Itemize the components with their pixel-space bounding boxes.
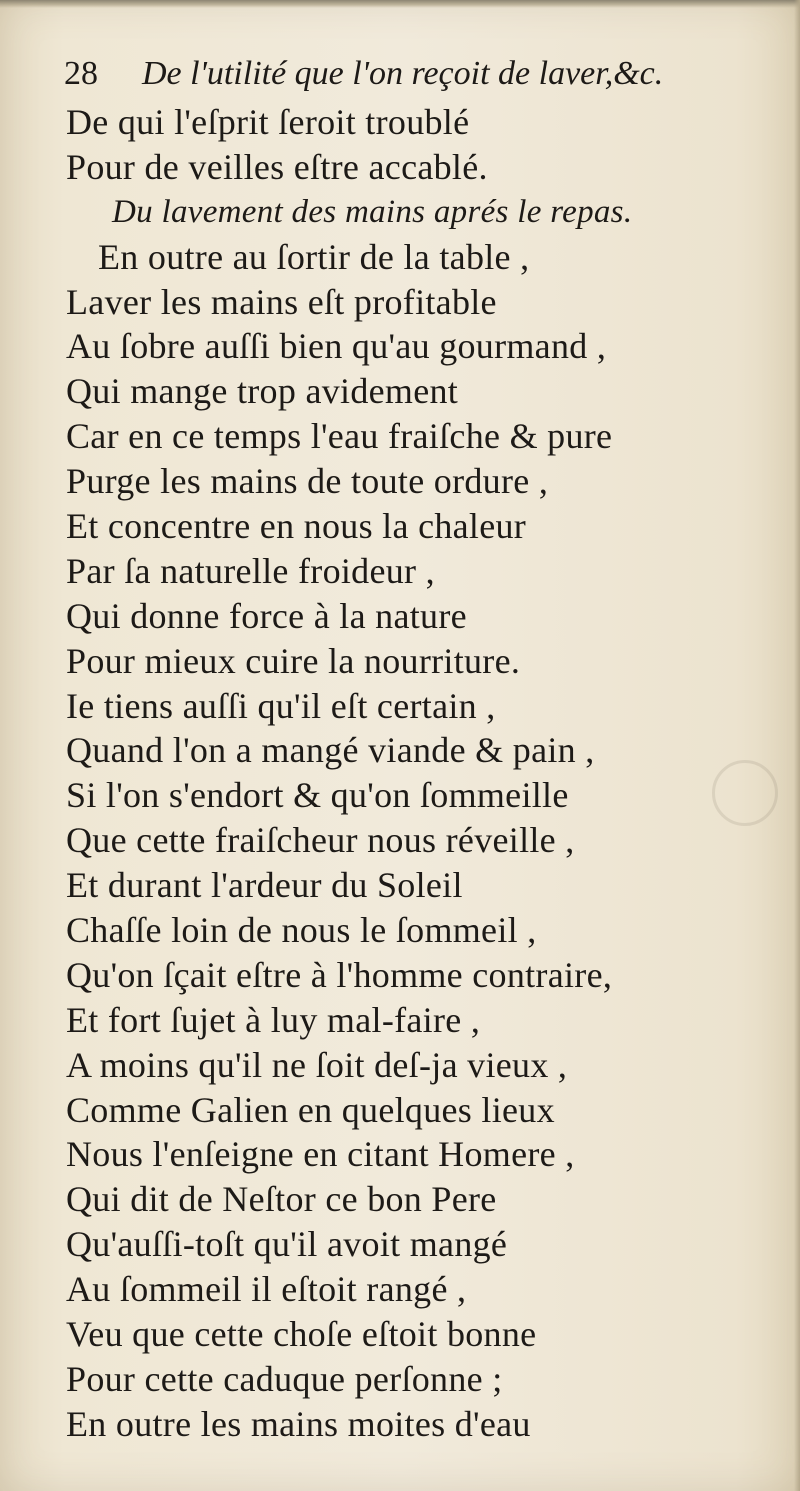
text-line: En outre au ſortir de la table , xyxy=(98,236,530,277)
text-line: Laver les mains eſt profitable xyxy=(66,281,497,322)
text-line: Par ſa naturelle froideur , xyxy=(66,550,435,591)
page-number: 28 xyxy=(64,55,98,92)
text-line: Qui dit de Neſtor ce bon Pere xyxy=(66,1179,497,1220)
text-line: Si l'on s'endort & qu'on ſommeille xyxy=(66,775,569,816)
text-line: Et fort ſujet à luy mal-faire , xyxy=(66,999,481,1040)
text-line: En outre les mains moites d'eau xyxy=(66,1403,531,1444)
text-line: Chaſſe loin de nous le ſommeil , xyxy=(66,910,537,951)
text-line: Qu'on ſçait eſtre à l'homme contraire, xyxy=(66,954,613,995)
text-line: Et durant l'ardeur du Soleil xyxy=(66,865,463,906)
page-header xyxy=(60,52,750,96)
text-line: Comme Galien en quelques lieux xyxy=(66,1089,555,1130)
text-line: Car en ce temps l'eau fraiſche & pure xyxy=(66,416,613,457)
text-line: De qui l'eſprit ſeroit troublé xyxy=(66,102,470,142)
text-line: Au ſobre auſſi bien qu'au gourmand , xyxy=(66,326,607,367)
text-line: Ie tiens auſſi qu'il eſt certain , xyxy=(66,685,496,726)
text-line: Pour mieux cuire la nourriture. xyxy=(66,640,521,681)
text-line: Qu'auſſi-toſt qu'il avoit mangé xyxy=(66,1224,508,1265)
text-line: Que cette fraiſcheur nous réveille , xyxy=(66,820,575,861)
text-line: Pour de veilles eſtre accablé. xyxy=(66,146,488,187)
text-line: Pour cette caduque perſonne ; xyxy=(66,1358,503,1399)
text-line: Qui mange trop avidement xyxy=(66,371,459,412)
running-head: De l'utilité que l'on reçoit de laver,&c. xyxy=(142,55,664,92)
text-line: Veu que cette choſe eſtoit bonne xyxy=(66,1314,537,1355)
text-line: Qui donne force à la nature xyxy=(66,595,467,636)
text-line: Nous l'enſeigne en citant Homere , xyxy=(66,1134,575,1175)
text-line: Purge les mains de toute ordure , xyxy=(66,461,549,502)
text-line: Et concentre en nous la chaleur xyxy=(66,506,527,547)
text-line: A moins qu'il ne ſoit deſ-ja vieux , xyxy=(66,1044,568,1085)
page-top-edge xyxy=(0,0,800,8)
text-line: Au ſommeil il eſtoit rangé , xyxy=(66,1269,467,1310)
poem-text xyxy=(66,100,766,1447)
text-line: Quand l'on a mangé viande & pain , xyxy=(66,730,595,771)
page-right-edge xyxy=(794,0,800,1491)
section-heading: Du lavement des mains aprés le repas. xyxy=(112,193,633,230)
